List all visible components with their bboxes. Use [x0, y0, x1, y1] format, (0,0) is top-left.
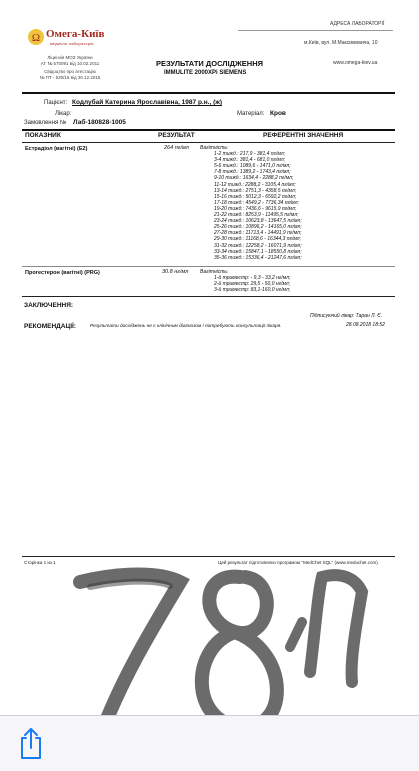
reference-line: 23-24 тижд.: 10623,8 - 13647,5 пг/мл;	[214, 218, 302, 225]
table-row-result: 30.8 нг/мл	[162, 269, 189, 275]
reference-line: 3-й триместр: 83,1-160,0 нг/мл;	[214, 287, 291, 294]
reference-line: 35-36 тижд.: 15336,4 - 21247,6 пг/мл;	[214, 254, 302, 261]
material-value: Кров	[270, 110, 286, 117]
license-line: № ПТ - 530/15 від 30.12.2015	[39, 75, 101, 80]
reference-line: 9-10 тижд.: 1634,4 - 2288,2 пг/мл;	[214, 175, 294, 182]
license-line: Ліцензія МОЗ України	[47, 55, 93, 60]
table-row-reference	[200, 145, 302, 261]
report-title: РЕЗУЛЬТАТИ ДОСЛІДЖЕННЯ	[156, 59, 263, 68]
reference-line: 3-4 тижд.: 381,4 - 681,0 пг/мл;	[214, 157, 286, 164]
page-number: Сторінка 1 из 1	[24, 560, 56, 565]
col-header-reference: РЕФЕРЕНТНІ ЗНАЧЕННЯ	[263, 132, 344, 139]
reference-line: 2-й триместр: 29,5 - 50,0 нг/мл;	[214, 281, 291, 288]
reference-line: 1-й триместр: - 9,3 - 33,2 нг/мл;	[214, 275, 291, 282]
share-icon[interactable]	[16, 726, 46, 760]
reference-line: 31-32 тижд.: 12258,2 - 16071,9 пг/мл;	[214, 242, 302, 249]
reference-line: 11-12 тижд.: 2288,2 - 3105,4 пг/мл;	[214, 181, 296, 188]
omega-logo-icon	[27, 28, 45, 46]
patient-label: Пацієнт:	[44, 100, 68, 106]
signed-by: Підписуючий лікар: Таран Л. Є.	[310, 313, 383, 319]
reference-line: 5-6 тижд.: 1089,6 - 1471,0 пг/мл;	[214, 163, 291, 170]
reference-line: 19-20 тижд.: 7436,6 - 9615,9 пг/мл;	[214, 205, 297, 212]
reference-line: 1-2 тижд.: 217,9 - 381,4 пг/мл;	[214, 151, 286, 158]
reference-line: 27-28 тижд.: 11713,4 - 14491,9 пг/мл;	[214, 230, 302, 237]
logo-text: Омега-Київ	[46, 28, 105, 40]
reference-line: 7-8 тижд.: 1389,2 - 1743,4 пг/мл;	[214, 169, 291, 176]
report-subtitle: IMMULITE 2000XPi SIEMENS	[164, 70, 247, 76]
reference-title: Вагітність:	[200, 145, 229, 151]
report-datetime: 28.08.2018 18:52	[346, 322, 385, 328]
software-credit: Цей результат підготовлено програмою "MedChet SQL" (www.meduchet.com)	[218, 560, 378, 565]
reference-line: 15-16 тижд.: 5012,3 - 6592,2 пг/мл;	[214, 193, 297, 200]
reference-line: 33-34 тижд.: 15847,1 - 18550,8 пг/мл;	[214, 248, 302, 255]
reference-line: 29-30 тижд.: 11168,6 - 16344,3 пг/мл;	[214, 236, 301, 243]
reference-line: 13-14 тижд.: 2751,3 - 4358,5 пг/мл;	[214, 187, 297, 194]
reference-title: Вагітність:	[200, 269, 229, 275]
order-value: Лаб-180828-1005	[73, 119, 126, 126]
svg-text:Ω: Ω	[31, 32, 41, 44]
col-header-indicator: ПОКАЗНИК	[25, 132, 61, 139]
reference-line: 17-18 тижд.: 4549,2 - 7736,34 пг/мл;	[214, 199, 299, 206]
table-row-reference	[200, 269, 290, 293]
conclusion-label: ЗАКЛЮЧЕННЯ:	[24, 302, 74, 309]
lab-address: м.Київ, вул. М.Максимовича, 10	[304, 40, 378, 46]
license-line: АГ № 570091 від 10.02.2011	[40, 61, 100, 66]
reference-line: 25-26 тижд.: 10896,2 - 14165,0 пг/мл;	[214, 224, 302, 231]
license-line: Свідоцтво про атестацію	[44, 69, 96, 74]
material-label: Матеріал:	[237, 111, 265, 117]
patient-value: Кодлубай Катерина Ярославівна, 1987 р.н., (ж)	[72, 99, 223, 106]
lab-address-title: АДРЕСА ЛАБОРАТОРІЇ	[330, 21, 385, 27]
logo-subtitle: медичне лабораторія	[50, 41, 94, 46]
table-row-result: 264 пг/мл	[164, 145, 189, 151]
recommendations-text: Результати досліджень не є клінічним діагнозом і потребують консультації лікаря.	[90, 324, 282, 329]
order-label: Замовлення №	[24, 120, 67, 126]
recommendations-label: РЕКОМЕНДАЦІЇ:	[24, 323, 76, 330]
table-row-name: Естрадіол (вагітні) (E2)	[25, 146, 88, 152]
col-header-result: РЕЗУЛЬТАТ	[158, 132, 195, 139]
doctor-label: Лікар:	[55, 111, 72, 117]
bottom-toolbar	[0, 715, 419, 771]
reference-line: 21-22 тижд.: 8253,9 - 11495,5 пг/мл;	[214, 212, 299, 219]
table-row-name: Прогестерон (вагітні) (PRG)	[25, 270, 100, 276]
lab-website-link[interactable]: www.omega-kiev.ua	[333, 60, 378, 66]
